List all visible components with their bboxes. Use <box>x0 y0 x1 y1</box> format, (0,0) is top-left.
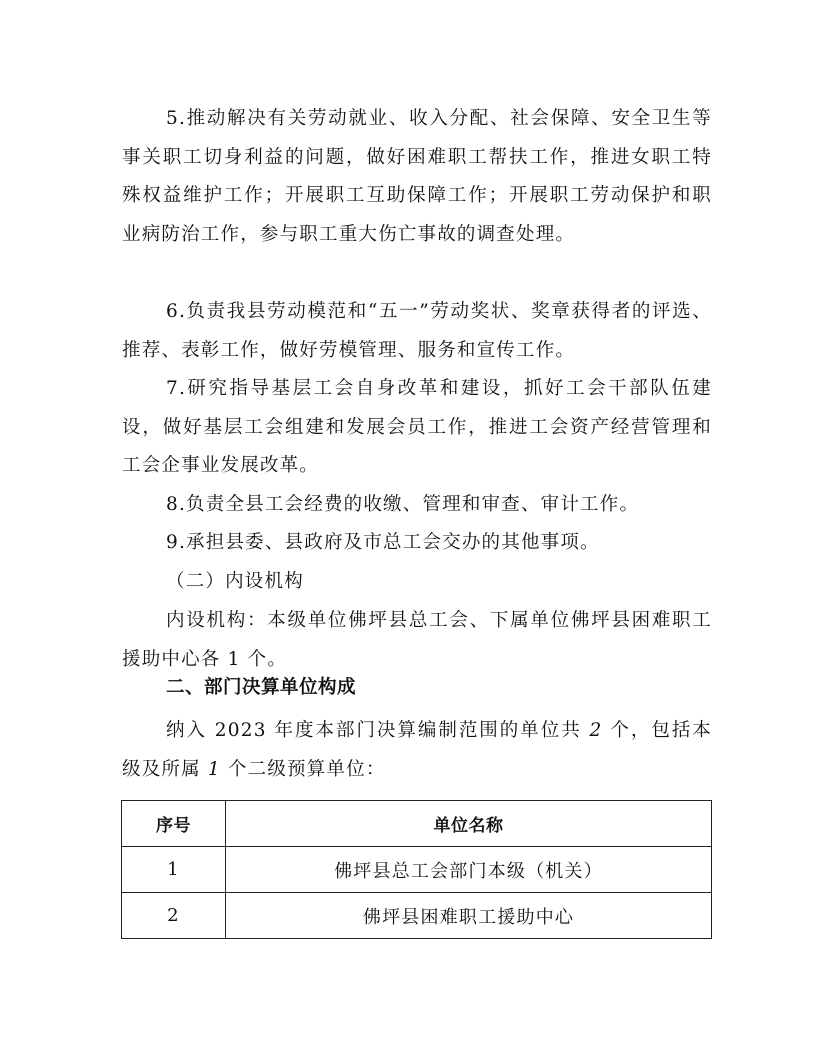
table-row <box>122 893 712 939</box>
table-header-row <box>122 801 712 847</box>
row-seq: 2 <box>122 893 226 939</box>
row-seq: 1 <box>122 847 226 893</box>
intro-sub-unit-count: 1 <box>207 758 221 780</box>
subsection-body: 内设机构：本级单位佛坪县总工会、下属单位佛坪县困难职工援助中心各 1 个。 <box>122 610 712 670</box>
duty-item-5: 5.推动解决有关劳动就业、收入分配、社会保障、安全卫生等事关职工切身利益的问题，做好困难职工帮扶工作，推进女职工特殊权益维护工作；开展职工互助保障工作；开展职工劳动保护和职业病防治工作，参与职工重大伤亡事故的调查处理。 <box>122 108 712 245</box>
row-unit-name: 佛坪县总工会部门本级（机关） <box>226 847 712 893</box>
intro-text-1: 纳入 2023 年度本部门决算编制范围的单位共 <box>166 720 590 741</box>
duty-item-8: 8.负责全县工会经费的收缴、管理和审查、审计工作。 <box>166 494 640 515</box>
subsection-title: （二）内设机构 <box>166 571 304 592</box>
intro-unit-count: 2 <box>589 720 603 741</box>
section-intro <box>122 712 712 789</box>
table-row <box>122 847 712 893</box>
header-seq: 序号 <box>122 801 226 847</box>
intro-text-3: 个二级预算单位： <box>220 758 386 780</box>
duty-item-9: 9.承担县委、县政府及市总工会交办的其他事项。 <box>166 532 600 553</box>
row-unit-name: 佛坪县困难职工援助中心 <box>226 893 712 939</box>
intro-text-2: 个，包括本级及所属 <box>122 720 712 780</box>
header-unit-name: 单位名称 <box>226 801 712 847</box>
unit-table <box>121 800 712 939</box>
duty-item-7: 7.研究指导基层工会自身改革和建设，抓好工会干部队伍建设，做好基层工会组建和发展会员工作，推进工会资产经营管理和工会企事业发展改革。 <box>122 378 712 476</box>
duty-item-6: 6.负责我县劳动模范和“五一”劳动奖状、奖章获得者的评选、推荐、表彰工作，做好劳模管理、服务和宣传工作。 <box>122 301 712 361</box>
section-title: 二、部门决算单位构成 <box>166 677 357 698</box>
